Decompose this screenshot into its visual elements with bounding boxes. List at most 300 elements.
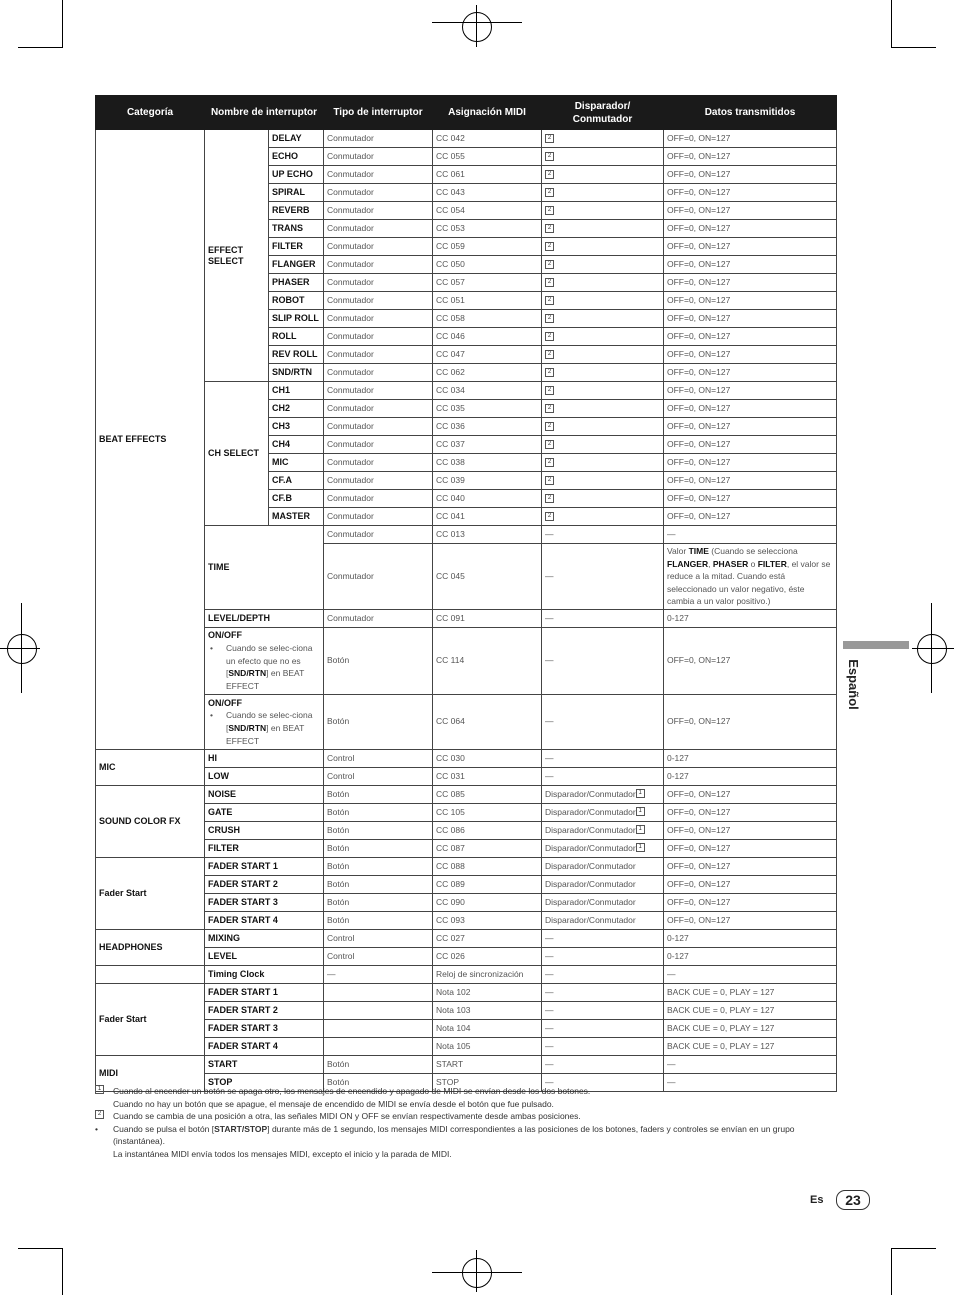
transmitted-data: 0-127 <box>664 929 837 947</box>
transmitted-data: OFF=0, ON=127 <box>664 472 837 490</box>
transmitted-data: BACK CUE = 0, PLAY = 127 <box>664 983 837 1001</box>
switch-footnote-mark: 2 <box>545 242 554 251</box>
footnote-1 <box>95 1085 835 1110</box>
transmitted-data: BACK CUE = 0, PLAY = 127 <box>664 1001 837 1019</box>
transmitted-data: 0-127 <box>664 609 837 627</box>
footnote-bullet <box>95 1123 835 1161</box>
col-header-data: Datos transmitidos <box>664 96 837 130</box>
switch-name: SLIP ROLL <box>269 310 324 328</box>
language-tab-bar <box>843 641 909 649</box>
trigger-text: Disparador/Conmutador <box>545 896 636 907</box>
midi-assignment: CC 054 <box>433 202 542 220</box>
midi-assignment: CC 064 <box>433 694 542 749</box>
transmitted-data: BACK CUE = 0, PLAY = 127 <box>664 1019 837 1037</box>
onoff-label: ON/OFF <box>208 697 242 708</box>
category-cell: MIC <box>96 749 205 785</box>
table-row <box>96 1019 837 1037</box>
trigger-cell: — <box>542 544 664 610</box>
midi-assignment: CC 027 <box>433 929 542 947</box>
midi-assignment: Nota 105 <box>433 1037 542 1055</box>
switch-type: Botón <box>324 893 433 911</box>
table-row <box>96 526 837 544</box>
trigger-cell <box>542 166 664 184</box>
switch-name: CH2 <box>269 400 324 418</box>
trigger-cell <box>542 839 664 857</box>
trigger-cell <box>542 274 664 292</box>
switch-name: FADER START 4 <box>205 911 324 929</box>
trigger-text: Disparador/Conmutador <box>545 824 636 835</box>
footnote-bullet-text-a: Cuando se pulsa el botón [ <box>113 1123 215 1134</box>
trigger-cell <box>542 893 664 911</box>
transmitted-data: 0-127 <box>664 767 837 785</box>
col-header-switch-type: Tipo de interruptor <box>324 96 433 130</box>
table-row <box>96 893 837 911</box>
registration-line <box>912 648 954 649</box>
switch-type: Conmutador <box>324 184 433 202</box>
trigger-text: — <box>545 770 554 781</box>
switch-footnote-mark: 2 <box>545 440 554 449</box>
category-cell <box>96 965 205 983</box>
crop-mark <box>891 1248 892 1295</box>
transmitted-data: OFF=0, ON=127 <box>664 238 837 256</box>
midi-assignment: CC 035 <box>433 400 542 418</box>
transmitted-data: OFF=0, ON=127 <box>664 328 837 346</box>
crop-mark <box>62 0 63 47</box>
midi-assignment: CC 045 <box>433 544 542 610</box>
midi-assignment: CC 040 <box>433 490 542 508</box>
switch-type <box>324 1001 433 1019</box>
midi-assignment: CC 114 <box>433 627 542 694</box>
switch-type: Conmutador <box>324 526 433 544</box>
trigger-cell <box>542 785 664 803</box>
table-row <box>96 627 837 694</box>
trigger-text: — <box>545 1004 554 1015</box>
language-code: Es <box>810 1194 824 1206</box>
category-cell: HEADPHONES <box>96 929 205 965</box>
switch-name: GATE <box>205 803 324 821</box>
trigger-text: Disparador/Conmutador <box>545 878 636 889</box>
switch-name: FADER START 3 <box>205 893 324 911</box>
trigger-cell: — <box>542 694 664 749</box>
switch-type: Conmutador <box>324 544 433 610</box>
trigger-cell <box>542 364 664 382</box>
transmitted-data: OFF=0, ON=127 <box>664 418 837 436</box>
trigger-cell <box>542 256 664 274</box>
switch-footnote-mark: 2 <box>545 188 554 197</box>
switch-footnote-mark: 2 <box>545 494 554 503</box>
switch-name: MASTER <box>269 508 324 526</box>
trigger-text: — <box>545 986 554 997</box>
switch-footnote-mark: 2 <box>545 296 554 305</box>
trigger-text: — <box>545 932 554 943</box>
switch-type: Conmutador <box>324 274 433 292</box>
midi-assignment: CC 087 <box>433 839 542 857</box>
midi-assignment: CC 036 <box>433 418 542 436</box>
transmitted-data: OFF=0, ON=127 <box>664 454 837 472</box>
switch-type: Conmutador <box>324 202 433 220</box>
trigger-cell <box>542 148 664 166</box>
switch-name-onoff <box>205 694 324 749</box>
footnote-1-text-b: Cuando no hay un botón que se apague, el mensaje de encendido de MIDI se envía desde el botón que fue pulsado. <box>113 1098 554 1109</box>
switch-type: Conmutador <box>324 364 433 382</box>
trigger-cell: — <box>542 609 664 627</box>
switch-name: REVERB <box>269 202 324 220</box>
registration-line <box>0 648 40 649</box>
trigger-text: Disparador/Conmutador <box>545 842 636 853</box>
switch-footnote-mark: 2 <box>545 350 554 359</box>
midi-assignment: CC 058 <box>433 310 542 328</box>
crop-mark <box>18 47 63 48</box>
bullet-icon: • <box>95 1123 98 1134</box>
trigger-cell <box>542 328 664 346</box>
switch-name: FADER START 3 <box>205 1019 324 1037</box>
transmitted-data: — <box>664 965 837 983</box>
onoff-bullet-text: Cuando se selec-ciona [ <box>226 710 313 733</box>
crop-mark <box>891 1248 936 1249</box>
switch-footnote-mark: 2 <box>545 260 554 269</box>
footnote-1-marker: 1 <box>95 1085 104 1094</box>
trigger-cell <box>542 929 664 947</box>
table-row <box>96 857 837 875</box>
transmitted-data: — <box>664 1073 837 1091</box>
transmitted-data: OFF=0, ON=127 <box>664 821 837 839</box>
midi-assignment: Nota 102 <box>433 983 542 1001</box>
midi-assignment: CC 031 <box>433 767 542 785</box>
switch-type: Conmutador <box>324 490 433 508</box>
switch-name: TRANS <box>269 220 324 238</box>
switch-type: — <box>324 965 433 983</box>
switch-name: FADER START 1 <box>205 857 324 875</box>
col-header-trigger: Disparador/ Conmutador <box>542 96 664 130</box>
onoff-bullet <box>208 709 320 747</box>
time-note-bold: FLANGER <box>667 558 709 569</box>
midi-assignment: CC 105 <box>433 803 542 821</box>
trigger-cell <box>542 965 664 983</box>
midi-assignment: CC 085 <box>433 785 542 803</box>
time-note-bold: FILTER <box>757 558 787 569</box>
table-row <box>96 911 837 929</box>
midi-assignment: CC 042 <box>433 130 542 148</box>
onoff-label: ON/OFF <box>208 630 242 641</box>
footnote-bullet-text-d: ] durante más de 1 segundo, los mensajes MIDI correspondientes a las posiciones de los botones, faders y controles se envían en un grupo (instantánea). <box>113 1123 795 1147</box>
registration-line <box>931 603 932 693</box>
switch-name: CF.B <box>269 490 324 508</box>
table-row <box>96 785 837 803</box>
switch-name: Timing Clock <box>205 965 324 983</box>
switch-footnote-mark: 2 <box>545 368 554 377</box>
midi-assignment: CC 051 <box>433 292 542 310</box>
registration-line <box>432 22 522 23</box>
transmitted-data: OFF=0, ON=127 <box>664 346 837 364</box>
table-row <box>96 965 837 983</box>
switch-name: LEVEL/DEPTH <box>205 609 324 627</box>
trigger-cell <box>542 749 664 767</box>
footnote-bullet-text <box>113 1123 835 1148</box>
table-row <box>96 749 837 767</box>
trigger-cell <box>542 508 664 526</box>
switch-type: Botón <box>324 857 433 875</box>
midi-assignment: CC 091 <box>433 609 542 627</box>
switch-name: LOW <box>205 767 324 785</box>
midi-assignment: CC 093 <box>433 911 542 929</box>
trigger-cell <box>542 400 664 418</box>
trigger-cell <box>542 472 664 490</box>
midi-assignment: CC 062 <box>433 364 542 382</box>
switch-type <box>324 1037 433 1055</box>
trigger-text: Disparador/Conmutador <box>545 860 636 871</box>
footnotes <box>95 1085 835 1161</box>
table-row <box>96 839 837 857</box>
registration-mark <box>917 634 947 664</box>
table-row <box>96 821 837 839</box>
group-effect-select: EFFECT SELECT <box>205 130 269 382</box>
page-number: 23 <box>836 1190 870 1210</box>
trigger-text: Disparador/Conmutador <box>545 914 636 925</box>
transmitted-data: OFF=0, ON=127 <box>664 382 837 400</box>
registration-mark <box>7 634 37 664</box>
switch-type: Botón <box>324 627 433 694</box>
time-note-text: (Cuando se selecciona <box>708 546 798 556</box>
trigger-cell <box>542 130 664 148</box>
switch-type: Conmutador <box>324 436 433 454</box>
switch-type: Conmutador <box>324 130 433 148</box>
transmitted-data: OFF=0, ON=127 <box>664 292 837 310</box>
switch-name: SPIRAL <box>269 184 324 202</box>
midi-assignment: CC 030 <box>433 749 542 767</box>
switch-type: Conmutador <box>324 256 433 274</box>
switch-name: DELAY <box>269 130 324 148</box>
trigger-cell <box>542 202 664 220</box>
transmitted-data: OFF=0, ON=127 <box>664 911 837 929</box>
switch-name: CH3 <box>269 418 324 436</box>
transmitted-data: OFF=0, ON=127 <box>664 166 837 184</box>
time-note-text: Valor <box>667 546 689 556</box>
switch-type: Conmutador <box>324 609 433 627</box>
switch-footnote-mark: 2 <box>545 404 554 413</box>
switch-name: ROLL <box>269 328 324 346</box>
language-side-label-text: Español <box>845 659 861 710</box>
switch-type: Conmutador <box>324 310 433 328</box>
midi-assignment: CC 055 <box>433 148 542 166</box>
midi-assignment: Reloj de sincronización <box>433 965 542 983</box>
trigger-cell <box>542 911 664 929</box>
switch-name: STOP <box>205 1073 324 1091</box>
registration-line <box>476 5 477 47</box>
table-row <box>96 803 837 821</box>
midi-assignment: CC 053 <box>433 220 542 238</box>
midi-assignment: CC 059 <box>433 238 542 256</box>
switch-footnote-mark: 2 <box>545 278 554 287</box>
transmitted-data: OFF=0, ON=127 <box>664 202 837 220</box>
switch-type: Botón <box>324 839 433 857</box>
midi-assignment: CC 047 <box>433 346 542 364</box>
switch-name: PHASER <box>269 274 324 292</box>
col-header-switch-name: Nombre de interruptor <box>205 96 324 130</box>
group-ch-select: CH SELECT <box>205 382 269 526</box>
transmitted-data: OFF=0, ON=127 <box>664 184 837 202</box>
time-note-text: , el valor se reduce a la mitad. Cuando está seleccionado un valor negativo, éste cambia a un valor positivo.) <box>667 558 831 607</box>
transmitted-data: OFF=0, ON=127 <box>664 508 837 526</box>
switch-type <box>324 1019 433 1037</box>
transmitted-data: OFF=0, ON=127 <box>664 400 837 418</box>
table-row <box>96 609 837 627</box>
switch-type: Control <box>324 929 433 947</box>
crop-mark <box>18 1248 63 1249</box>
transmitted-data: OFF=0, ON=127 <box>664 893 837 911</box>
trigger-cell <box>542 1055 664 1073</box>
switch-footnote-mark: 2 <box>545 386 554 395</box>
midi-assignment: CC 050 <box>433 256 542 274</box>
switch-name: LEVEL <box>205 947 324 965</box>
switch-type: Conmutador <box>324 472 433 490</box>
switch-name-time: TIME <box>205 526 324 610</box>
category-cell: Fader Start <box>96 983 205 1055</box>
midi-assignment: CC 041 <box>433 508 542 526</box>
table-header-row <box>96 96 837 130</box>
switch-footnote-mark: 2 <box>545 476 554 485</box>
switch-type: Conmutador <box>324 328 433 346</box>
category-cell: Fader Start <box>96 857 205 929</box>
midi-assignment: CC 086 <box>433 821 542 839</box>
switch-type: Botón <box>324 694 433 749</box>
crop-mark <box>891 47 936 48</box>
switch-footnote-mark: 1 <box>636 843 645 852</box>
switch-type: Conmutador <box>324 346 433 364</box>
trigger-cell <box>542 310 664 328</box>
trigger-cell <box>542 875 664 893</box>
transmitted-data: BACK CUE = 0, PLAY = 127 <box>664 1037 837 1055</box>
transmitted-data: OFF=0, ON=127 <box>664 785 837 803</box>
transmitted-data: OFF=0, ON=127 <box>664 364 837 382</box>
table-row <box>96 1055 837 1073</box>
midi-assignment: CC 090 <box>433 893 542 911</box>
trigger-text: — <box>545 752 554 763</box>
midi-assignment: CC 037 <box>433 436 542 454</box>
footnote-2-marker: 2 <box>95 1110 104 1119</box>
midi-message-table <box>95 95 837 1092</box>
switch-name: HI <box>205 749 324 767</box>
switch-type: Control <box>324 947 433 965</box>
switch-name: UP ECHO <box>269 166 324 184</box>
trigger-text: — <box>545 950 554 961</box>
switch-name: CRUSH <box>205 821 324 839</box>
midi-assignment: CC 061 <box>433 166 542 184</box>
trigger-text: — <box>545 1076 554 1087</box>
trigger-cell <box>542 857 664 875</box>
switch-footnote-mark: 2 <box>545 134 554 143</box>
trigger-cell <box>542 184 664 202</box>
switch-type: Control <box>324 749 433 767</box>
switch-footnote-mark: 1 <box>636 789 645 798</box>
switch-type <box>324 983 433 1001</box>
transmitted-data: OFF=0, ON=127 <box>664 694 837 749</box>
switch-footnote-mark: 1 <box>636 807 645 816</box>
trigger-cell <box>542 418 664 436</box>
trigger-text: — <box>545 1040 554 1051</box>
footnote-start-label: START <box>214 1123 242 1134</box>
trigger-cell: — <box>542 526 664 544</box>
table-row <box>96 1037 837 1055</box>
transmitted-data: — <box>664 1055 837 1073</box>
switch-type: Botón <box>324 1073 433 1091</box>
transmitted-data: OFF=0, ON=127 <box>664 490 837 508</box>
category-beat-effects: BEAT EFFECTS <box>96 130 205 750</box>
transmitted-data: OFF=0, ON=127 <box>664 148 837 166</box>
switch-type: Conmutador <box>324 148 433 166</box>
midi-assignment: CC 013 <box>433 526 542 544</box>
switch-footnote-mark: 2 <box>545 224 554 233</box>
registration-mark <box>462 12 492 42</box>
switch-type: Conmutador <box>324 418 433 436</box>
trigger-cell <box>542 436 664 454</box>
footnote-2 <box>95 1110 835 1123</box>
onoff-bullet-text: Cuando se selec-ciona un efecto que no es [ <box>226 643 313 679</box>
trigger-cell <box>542 983 664 1001</box>
switch-name: FILTER <box>269 238 324 256</box>
trigger-cell <box>542 767 664 785</box>
switch-footnote-mark: 2 <box>545 170 554 179</box>
trigger-cell <box>542 292 664 310</box>
table-row <box>96 694 837 749</box>
transmitted-data: OFF=0, ON=127 <box>664 220 837 238</box>
trigger-cell <box>542 382 664 400</box>
category-cell: SOUND COLOR FX <box>96 785 205 857</box>
switch-type: Conmutador <box>324 292 433 310</box>
midi-assignment: CC 038 <box>433 454 542 472</box>
switch-name: CH4 <box>269 436 324 454</box>
switch-type: Control <box>324 767 433 785</box>
table-body <box>96 130 837 1092</box>
trigger-cell <box>542 803 664 821</box>
midi-assignment: Nota 103 <box>433 1001 542 1019</box>
footnote-separator: / <box>241 1123 245 1134</box>
onoff-bullet-text: ] en BEAT EFFECT <box>226 722 305 746</box>
trigger-cell <box>542 1037 664 1055</box>
midi-assignment: Nota 104 <box>433 1019 542 1037</box>
col-header-midi-assignment: Asignación MIDI <box>433 96 542 130</box>
table-row <box>96 929 837 947</box>
switch-type: Botón <box>324 875 433 893</box>
switch-name: FADER START 2 <box>205 1001 324 1019</box>
switch-type: Botón <box>324 803 433 821</box>
table-row <box>96 947 837 965</box>
switch-footnote-mark: 1 <box>636 825 645 834</box>
col-header-category: Categoría <box>96 96 205 130</box>
switch-type: Conmutador <box>324 382 433 400</box>
time-note-bold: TIME <box>688 546 709 556</box>
switch-type: Botón <box>324 1055 433 1073</box>
transmitted-data: OFF=0, ON=127 <box>664 839 837 857</box>
registration-line <box>476 1250 477 1292</box>
onoff-bullet-text: ] en BEAT EFFECT <box>226 668 305 691</box>
table-row <box>96 875 837 893</box>
transmitted-data: OFF=0, ON=127 <box>664 274 837 292</box>
switch-name: FADER START 2 <box>205 875 324 893</box>
time-note-text: o <box>748 558 758 569</box>
table-row <box>96 983 837 1001</box>
switch-name: NOISE <box>205 785 324 803</box>
transmitted-data: OFF=0, ON=127 <box>664 310 837 328</box>
midi-assignment: STOP <box>433 1073 542 1091</box>
switch-name: ROBOT <box>269 292 324 310</box>
registration-line <box>21 603 22 693</box>
footnote-2-text: Cuando se cambia de una posición a otra, las señales MIDI ON y OFF se envían respectivamente desde ambas posiciones. <box>113 1111 581 1122</box>
switch-type: Botón <box>324 785 433 803</box>
transmitted-data: OFF=0, ON=127 <box>664 627 837 694</box>
switch-name: FLANGER <box>269 256 324 274</box>
switch-name: REV ROLL <box>269 346 324 364</box>
trigger-cell <box>542 947 664 965</box>
